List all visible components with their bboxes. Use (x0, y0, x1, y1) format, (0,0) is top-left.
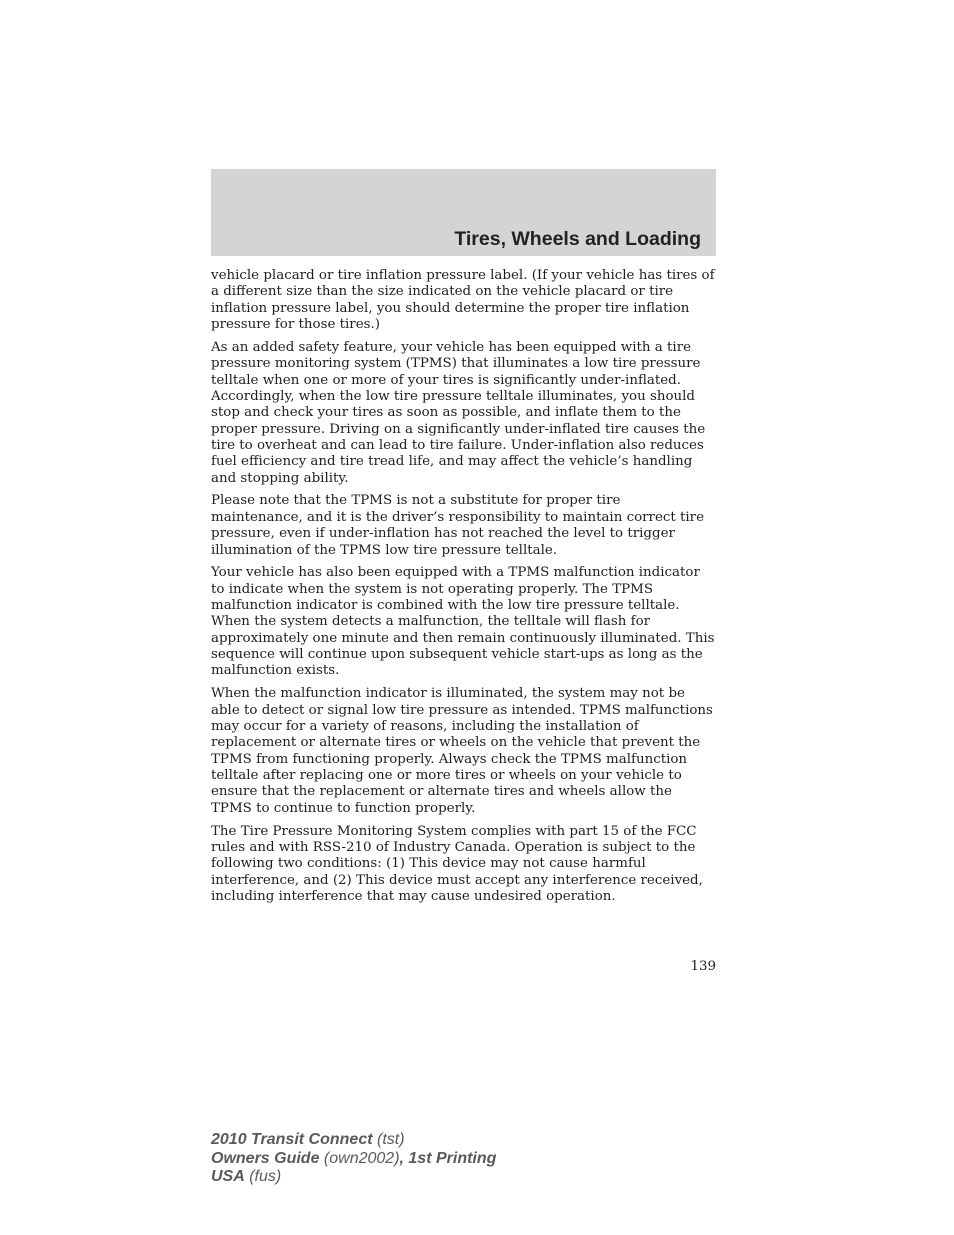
page-number: 139 (690, 959, 716, 974)
paragraph: The Tire Pressure Monitoring System complies with part 15 of the FCC rules and with RSS-210 of Industry Canada. Operation is subject to the following two conditions: (1) This device may not cause harmful interference, and (2) This device must accept any interference received, including interference that may cause undesired operation. (211, 823, 703, 904)
footer-line-market (211, 1168, 496, 1187)
footer-line-model (211, 1131, 496, 1150)
footer-market-name: USA (211, 1168, 245, 1185)
footer-printing: , 1st Printing (399, 1149, 497, 1167)
footer-model-name: 2010 Transit Connect (211, 1131, 373, 1148)
paragraph: When the malfunction indicator is illuminated, the system may not be able to detect or signal low tire pressure as intended. TPMS malfunctions may occur for a variety of reasons, including the installation of replacement or alternate tires or wheels on the vehicle that prevent the TPMS from functioning properly. Always check the TPMS malfunction telltale after replacing one or more tires or wheels on your vehicle to ensure that the replacement or alternate tires and wheels allow the TPMS to continue to function properly. (211, 686, 713, 816)
section-header-band (211, 169, 716, 256)
footer-guide-code: (own2002) (319, 1149, 400, 1167)
paragraph: Please note that the TPMS is not a substitute for proper tire maintenance, and it is the driver’s responsibility to maintain correct tire pressure, even if under-inflation has not reached the level to trigger illumination of the TPMS low tire pressure telltale. (211, 493, 705, 558)
footer-market-code: (fus) (244, 1168, 282, 1185)
footer-edition-info (211, 1131, 496, 1187)
paragraph: vehicle placard or tire inflation pressure label. (If your vehicle has tires of a different size than the size indicated on the vehicle placard or tire inflation pressure label, you should determine the proper tire inflation pressure for those tires.) (211, 268, 715, 333)
footer-line-guide (211, 1150, 496, 1169)
paragraph: Your vehicle has also been equipped with a TPMS malfunction indicator to indicate when the system is not operating properly. The TPMS malfunction indicator is combined with the low tire pressure telltale. When the system detects a malfunction, the telltale will flash for approximately one minute and then remain continuously illuminated. This sequence will continue upon subsequent vehicle start-ups as long as the malfunction exists. (211, 565, 715, 679)
paragraph: As an added safety feature, your vehicle has been equipped with a tire pressure monitoring system (TPMS) that illuminates a low tire pressure telltale when one or more of your tires is significantly under-inflated. Accordingly, when the low tire pressure telltale illuminates, you should stop and check your tires as soon as possible, and inflate them to the proper pressure. Driving on a significantly under-inflated tire causes the tire to overheat and can lead to tire failure. Under-inflation also reduces fuel efficiency and tire tread life, and may affect the vehicle’s handling and stopping ability. (211, 339, 706, 486)
body-text (211, 268, 716, 912)
footer-guide-name: Owners Guide (211, 1149, 320, 1167)
section-title: Tires, Wheels and Loading (454, 228, 701, 250)
footer-model-code: (tst) (372, 1131, 405, 1148)
